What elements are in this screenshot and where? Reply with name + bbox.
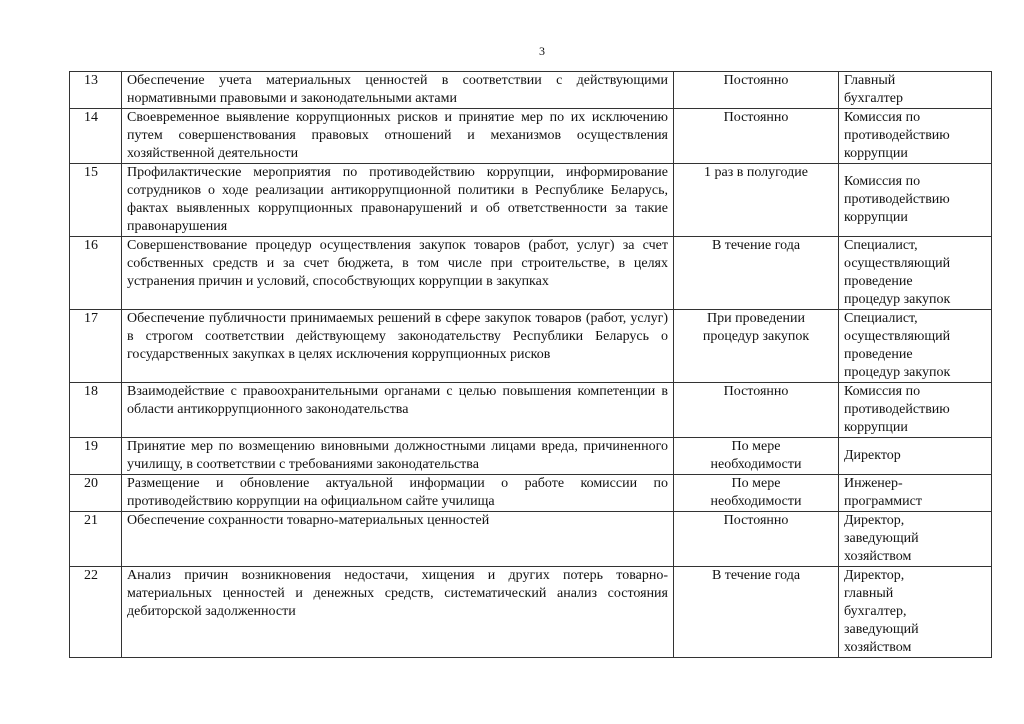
row-number: 21: [70, 512, 122, 567]
measure-text: Анализ причин возникновения недостачи, хищения и других потерь товарно-материальных ценностей и денежных средств, систематический анализ состояния дебиторской задолженности: [122, 567, 674, 658]
measure-text: Взаимодействие с правоохранительными органами с целью повышения компетенции в области антикоррупционного законодательства: [122, 383, 674, 438]
table-row: [70, 109, 992, 164]
table-row: [70, 438, 992, 475]
responsible-text: Специалист, осуществляющий проведение процедур закупок: [839, 310, 992, 383]
table-row: [70, 72, 992, 109]
measure-text: Обеспечение сохранности товарно-материальных ценностей: [122, 512, 674, 567]
responsible-text: Комиссия по противодействию коррупции: [839, 109, 992, 164]
responsible-text: Специалист, осуществляющий проведение процедур закупок: [839, 237, 992, 310]
responsible-text: Комиссия по противодействию коррупции: [839, 164, 992, 237]
responsible-text: Инженер- программист: [839, 475, 992, 512]
deadline-text: Постоянно: [674, 512, 839, 567]
measure-text: Своевременное выявление коррупционных рисков и принятие мер по их исключению путем совершенствования правовых отношений и механизмов осуществления хозяйственной деятельности: [122, 109, 674, 164]
row-number: 15: [70, 164, 122, 237]
deadline-text: Постоянно: [674, 383, 839, 438]
responsible-text: Директор, заведующий хозяйством: [839, 512, 992, 567]
row-number: 20: [70, 475, 122, 512]
table-row: [70, 383, 992, 438]
table-row: [70, 567, 992, 658]
deadline-text: По мере необходимости: [674, 475, 839, 512]
measure-text: Принятие мер по возмещению виновными должностными лицами вреда, причиненного училищу, в соответствии с требованиями законодательства: [122, 438, 674, 475]
measure-text: Совершенствование процедур осуществления закупок товаров (работ, услуг) за счет собственных средств и за счет бюджета, в том числе при строительстве, в целях устранения причин и условий, способствующих коррупции в закупках: [122, 237, 674, 310]
measure-text: Обеспечение учета материальных ценностей в соответствии с действующими нормативными правовыми и законодательными актами: [122, 72, 674, 109]
page-number: 3: [539, 44, 545, 58]
deadline-text: При проведении процедур закупок: [674, 310, 839, 383]
table-row: [70, 164, 992, 237]
table-row: [70, 310, 992, 383]
responsible-text: Директор, главный бухгалтер, заведующий хозяйством: [839, 567, 992, 658]
row-number: 18: [70, 383, 122, 438]
table-row: [70, 475, 992, 512]
measure-text: Профилактические мероприятия по противодействию коррупции, информирование сотрудников о ходе реализации антикоррупционной политики в Республике Беларусь, фактах выявленных коррупционных правонарушений и об ответственности за такие правонарушения: [122, 164, 674, 237]
responsible-text: Директор: [839, 438, 992, 475]
responsible-text: Главный бухгалтер: [839, 72, 992, 109]
row-number: 16: [70, 237, 122, 310]
table-row: [70, 237, 992, 310]
deadline-text: В течение года: [674, 567, 839, 658]
row-number: 22: [70, 567, 122, 658]
table-row: [70, 512, 992, 567]
row-number: 14: [70, 109, 122, 164]
measures-table: [69, 71, 992, 658]
row-number: 17: [70, 310, 122, 383]
row-number: 13: [70, 72, 122, 109]
responsible-text: Комиссия по противодействию коррупции: [839, 383, 992, 438]
deadline-text: Постоянно: [674, 72, 839, 109]
deadline-text: Постоянно: [674, 109, 839, 164]
deadline-text: По мере необходимости: [674, 438, 839, 475]
deadline-text: 1 раз в полугодие: [674, 164, 839, 237]
deadline-text: В течение года: [674, 237, 839, 310]
measure-text: Размещение и обновление актуальной информации о работе комиссии по противодействию коррупции на официальном сайте училища: [122, 475, 674, 512]
row-number: 19: [70, 438, 122, 475]
measure-text: Обеспечение публичности принимаемых решений в сфере закупок товаров (работ, услуг) в строгом соответствии действующему законодательству Республики Беларусь о государственных закупках в целях исключения коррупционных рисков: [122, 310, 674, 383]
